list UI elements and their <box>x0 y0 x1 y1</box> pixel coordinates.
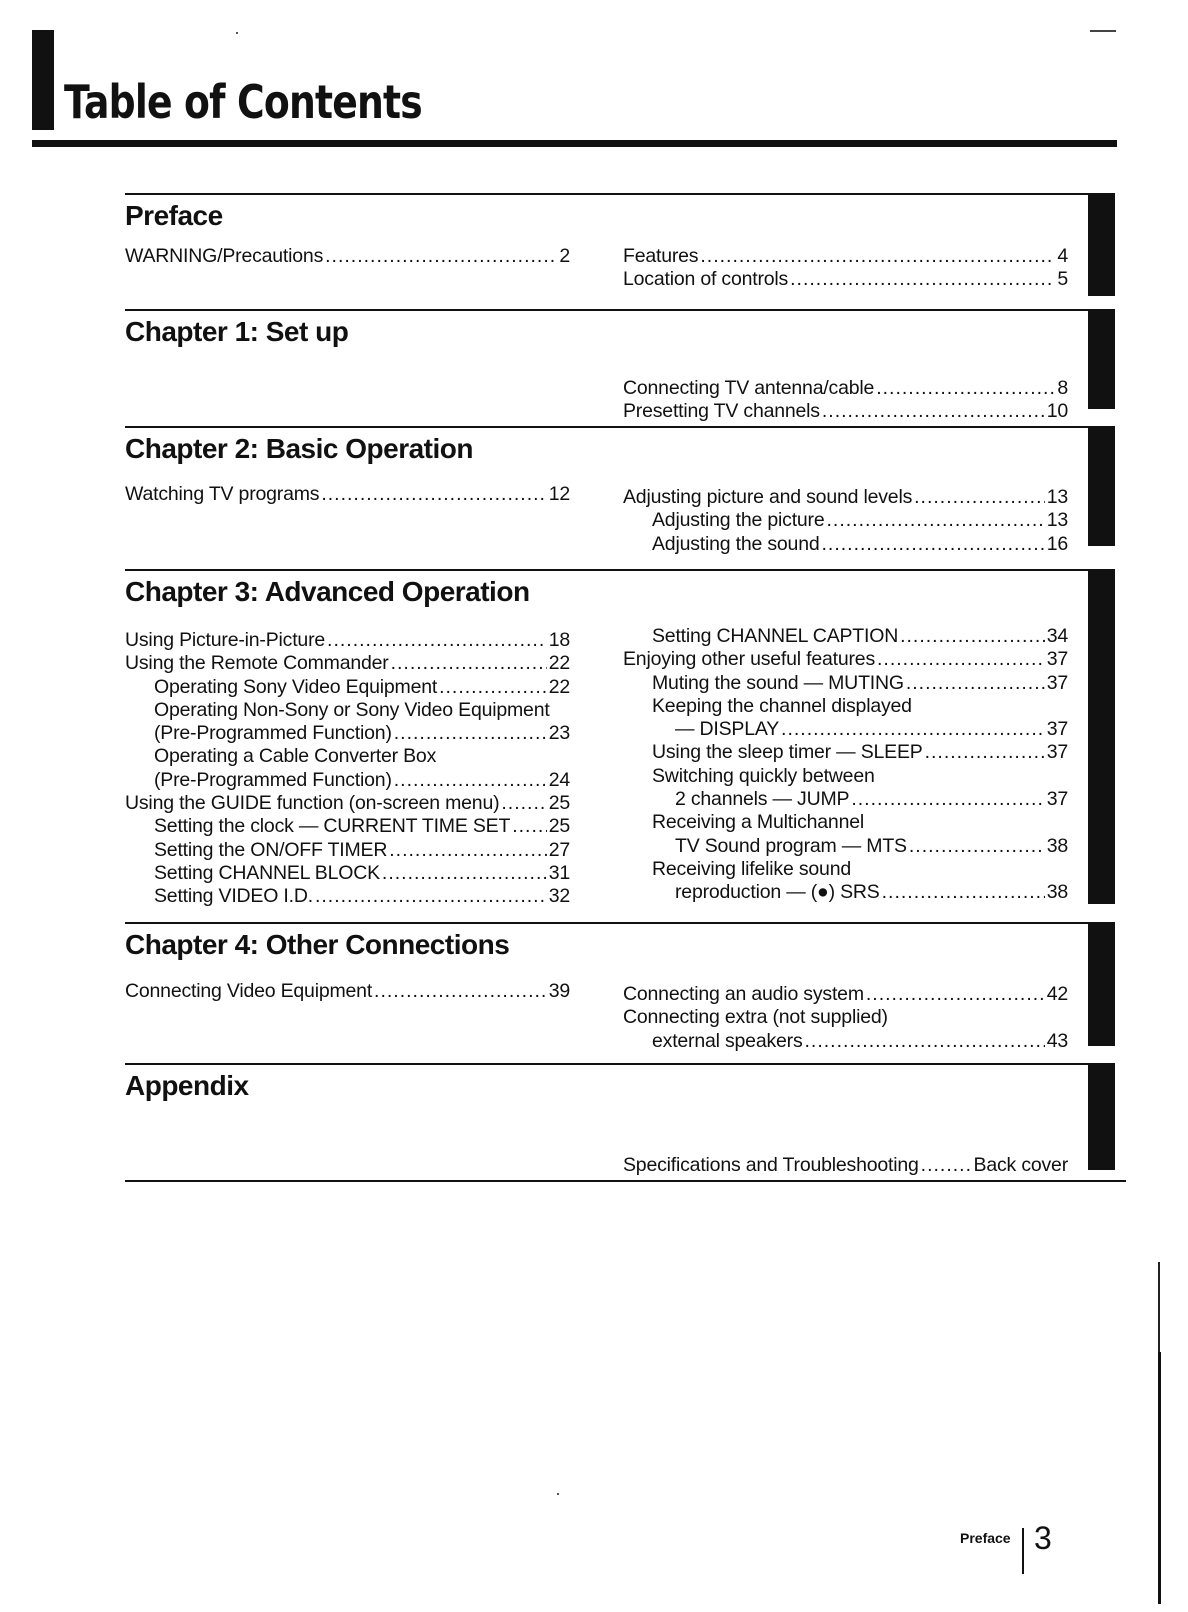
dot-leader <box>394 769 547 792</box>
dot-leader <box>700 245 1055 268</box>
dot-leader <box>900 625 1045 648</box>
toc-entry[interactable] <box>623 400 1068 423</box>
dot-leader <box>914 486 1045 509</box>
toc-entry-title: Setting VIDEO I.D. <box>154 885 313 908</box>
dot-leader <box>827 509 1045 532</box>
toc-entry-title: Using Picture-in-Picture <box>125 629 326 651</box>
toc-entry-page: 37 <box>1046 718 1068 741</box>
toc-entry-page: 42 <box>1046 983 1068 1005</box>
toc-entry-page: 38 <box>1046 881 1068 904</box>
toc-entry[interactable] <box>623 835 1068 858</box>
toc-entry-title: Setting CHANNEL BLOCK <box>154 861 380 884</box>
toc-entry[interactable] <box>125 699 570 722</box>
toc-entry-title: Keeping the channel displayed <box>652 694 912 717</box>
toc-entry-page: 24 <box>548 768 570 791</box>
toc-entry-title: Adjusting the sound <box>652 532 820 555</box>
dot-leader <box>501 792 546 815</box>
toc-entry-page: 37 <box>1046 648 1068 671</box>
toc-entry-title: Connecting TV antenna/cable <box>623 377 875 399</box>
toc-entry-title: Setting CHANNEL CAPTION <box>652 625 899 647</box>
toc-entry-title: Setting the ON/OFF TIMER <box>154 838 388 861</box>
toc-entry-title: — DISPLAY <box>675 718 780 741</box>
toc-entry-title: Presetting TV channels <box>623 400 820 423</box>
dot-leader <box>321 483 546 506</box>
toc-entry[interactable] <box>125 839 570 862</box>
section-heading: Chapter 1: Set up <box>125 316 349 347</box>
scan-speck <box>557 1493 559 1495</box>
toc-entry-page: 27 <box>548 838 570 861</box>
toc-entry-title: Connecting an audio system <box>623 983 864 1005</box>
toc-entry-page: 43 <box>1046 1029 1068 1052</box>
toc-entry[interactable] <box>623 811 1068 834</box>
footer-section-label: Preface <box>960 1530 1011 1546</box>
toc-entry-page: 25 <box>548 815 570 838</box>
section-thumb-tab <box>1088 569 1115 904</box>
toc-column-right <box>623 245 1068 292</box>
toc-entry-title: Watching TV programs <box>125 483 320 505</box>
toc-entry[interactable] <box>623 509 1068 532</box>
toc-entry-page: 37 <box>1046 741 1068 764</box>
toc-entry[interactable] <box>623 983 1068 1006</box>
toc-entry[interactable] <box>623 741 1068 764</box>
toc-entry[interactable] <box>125 676 570 699</box>
section-thumb-tab <box>1088 922 1115 1046</box>
toc-entry-page: 22 <box>548 652 570 675</box>
toc-entry-page: 5 <box>1057 268 1068 291</box>
toc-entry[interactable] <box>125 245 570 268</box>
dot-leader <box>906 672 1045 695</box>
section-thumb-tab <box>1088 309 1115 409</box>
toc-entry-title: Switching quickly between <box>652 764 875 787</box>
dot-leader <box>374 980 547 1003</box>
dot-leader <box>805 1030 1045 1053</box>
toc-entry-title: Features <box>623 245 699 267</box>
dot-leader <box>851 788 1044 811</box>
page-title: Table of Contents <box>64 75 422 129</box>
title-rule <box>32 140 1117 147</box>
dot-leader <box>925 741 1045 764</box>
dot-leader <box>882 881 1045 904</box>
dot-leader <box>909 835 1045 858</box>
dot-leader <box>439 676 547 699</box>
section-thumb-tab <box>1088 426 1115 546</box>
toc-entry-page: 23 <box>548 722 570 745</box>
toc-entry[interactable] <box>623 718 1068 741</box>
dot-leader <box>822 533 1045 556</box>
toc-entry-page: 10 <box>1046 400 1068 423</box>
toc-entry-title: Adjusting picture and sound levels <box>623 486 913 508</box>
toc-entry-title: Muting the sound — MUTING <box>652 671 904 694</box>
scan-speck <box>236 32 238 34</box>
toc-entry-title: TV Sound program — MTS <box>675 834 907 857</box>
toc-column-right <box>623 377 1068 424</box>
toc-entry-title: 2 channels — JUMP <box>675 788 850 811</box>
section-heading: Chapter 3: Advanced Operation <box>125 576 530 607</box>
toc-entry-page: 32 <box>548 885 570 908</box>
toc-column-right <box>623 625 1068 905</box>
toc-entry[interactable] <box>623 625 1068 648</box>
bottom-rule <box>125 1180 1126 1182</box>
toc-entry-title: Location of controls <box>623 268 789 291</box>
toc-column-right <box>623 983 1068 1053</box>
toc-entry[interactable] <box>623 533 1068 556</box>
dot-leader <box>921 1154 972 1177</box>
toc-entry-page: 18 <box>548 629 570 651</box>
section-thumb-tab <box>1088 1063 1115 1170</box>
toc-column-left <box>125 245 570 268</box>
toc-entry-page: 22 <box>548 675 570 698</box>
toc-entry[interactable] <box>125 483 570 506</box>
toc-entry-page: 37 <box>1046 788 1068 811</box>
dot-leader <box>512 815 547 838</box>
dot-leader <box>781 718 1045 741</box>
toc-entry[interactable] <box>623 1154 1068 1177</box>
dot-leader <box>394 722 547 745</box>
dot-leader <box>790 268 1055 291</box>
section-rule <box>125 1063 1096 1065</box>
toc-entry[interactable] <box>125 769 570 792</box>
toc-entry-page: 31 <box>548 861 570 884</box>
toc-entry-page: 39 <box>548 980 570 1002</box>
toc-column-right <box>623 486 1068 556</box>
toc-entry-page: 34 <box>1046 625 1068 647</box>
toc-entry[interactable] <box>623 788 1068 811</box>
dot-leader <box>877 648 1045 671</box>
toc-column-left <box>125 980 570 1003</box>
toc-entry[interactable] <box>125 652 570 675</box>
toc-column-left <box>125 483 570 506</box>
toc-entry-title: (Pre-Programmed Function) <box>154 768 392 791</box>
toc-entry[interactable] <box>125 792 570 815</box>
toc-entry-title: Setting the clock — CURRENT TIME SET <box>154 815 511 838</box>
toc-entry[interactable] <box>125 629 570 652</box>
toc-entry-title: Operating Sony Video Equipment <box>154 675 438 698</box>
toc-entry[interactable] <box>623 881 1068 904</box>
section-rule <box>125 922 1096 924</box>
toc-entry[interactable] <box>125 885 570 908</box>
toc-entry-page: 13 <box>1046 509 1068 532</box>
toc-entry-page: 25 <box>548 792 570 815</box>
toc-entry-title: Specifications and Troubleshooting <box>623 1154 919 1176</box>
section-rule <box>125 426 1096 428</box>
section-heading: Chapter 2: Basic Operation <box>125 433 473 464</box>
toc-entry[interactable] <box>623 1030 1068 1053</box>
dot-leader <box>382 862 547 885</box>
section-heading: Chapter 4: Other Connections <box>125 929 510 960</box>
toc-entry-page: 12 <box>548 483 570 505</box>
section-rule <box>125 309 1096 311</box>
section-heading: Preface <box>125 200 223 231</box>
toc-entry-page: 4 <box>1057 245 1068 267</box>
scan-edge-line <box>1158 1352 1161 1604</box>
toc-entry[interactable] <box>623 245 1068 268</box>
section-rule <box>125 193 1096 195</box>
toc-entry-title: external speakers <box>652 1029 803 1052</box>
toc-entry-title: Using the sleep timer — SLEEP <box>652 741 923 764</box>
toc-entry[interactable] <box>623 695 1068 718</box>
toc-entry-page: 8 <box>1057 377 1068 399</box>
toc-entry[interactable] <box>623 672 1068 695</box>
toc-entry-title: Operating Non-Sony or Sony Video Equipment <box>154 698 550 721</box>
dot-leader <box>389 839 546 862</box>
toc-entry-page: Back cover <box>973 1154 1068 1176</box>
toc-entry-page: 13 <box>1046 486 1068 508</box>
page-number: 3 <box>1034 1520 1052 1556</box>
dot-leader <box>325 245 557 268</box>
toc-entry-page: 16 <box>1046 532 1068 555</box>
toc-entry-title: Receiving a Multichannel <box>652 811 864 834</box>
toc-entry[interactable] <box>125 862 570 885</box>
toc-entry-title: Enjoying other useful features <box>623 648 875 671</box>
toc-entry[interactable] <box>125 815 570 838</box>
toc-entry-title: Operating a Cable Converter Box <box>154 745 437 768</box>
toc-column-left <box>125 629 570 909</box>
toc-entry[interactable] <box>125 722 570 745</box>
toc-entry-title: Receiving lifelike sound <box>652 857 851 880</box>
dot-leader <box>391 652 547 675</box>
toc-entry-page: 2 <box>559 245 570 267</box>
toc-entry[interactable] <box>125 745 570 768</box>
section-rule <box>125 569 1096 571</box>
dot-leader <box>822 400 1045 423</box>
toc-entry-title: reproduction — (●) SRS <box>675 881 880 904</box>
toc-entry-title: WARNING/Precautions <box>125 245 324 267</box>
corner-mark <box>1090 30 1116 32</box>
toc-entry-title: (Pre-Programmed Function) <box>154 722 392 745</box>
toc-entry-page: 38 <box>1046 834 1068 857</box>
toc-entry-title: Connecting Video Equipment <box>125 980 373 1002</box>
toc-entry[interactable] <box>125 980 570 1003</box>
toc-entry-page: 37 <box>1046 671 1068 694</box>
toc-entry[interactable] <box>623 858 1068 881</box>
dot-leader <box>876 377 1055 400</box>
dot-leader <box>866 983 1045 1006</box>
title-marker-bar <box>32 30 54 130</box>
toc-entry[interactable] <box>623 765 1068 788</box>
toc-entry[interactable] <box>623 648 1068 671</box>
toc-entry-title: Using the Remote Commander <box>125 652 389 675</box>
toc-entry[interactable] <box>623 486 1068 509</box>
dot-leader <box>315 885 547 908</box>
toc-entry-title: Adjusting the picture <box>652 509 825 532</box>
toc-entry[interactable] <box>623 377 1068 400</box>
toc-column-right <box>623 1154 1068 1177</box>
section-thumb-tab <box>1088 193 1115 296</box>
section-heading: Appendix <box>125 1070 249 1101</box>
dot-leader <box>327 629 547 652</box>
footer-separator <box>1022 1528 1024 1574</box>
toc-entry-title: Connecting extra (not supplied) <box>623 1006 888 1029</box>
toc-entry-title: Using the GUIDE function (on-screen menu) <box>125 792 500 815</box>
toc-entry[interactable] <box>623 268 1068 291</box>
toc-entry[interactable] <box>623 1006 1068 1029</box>
